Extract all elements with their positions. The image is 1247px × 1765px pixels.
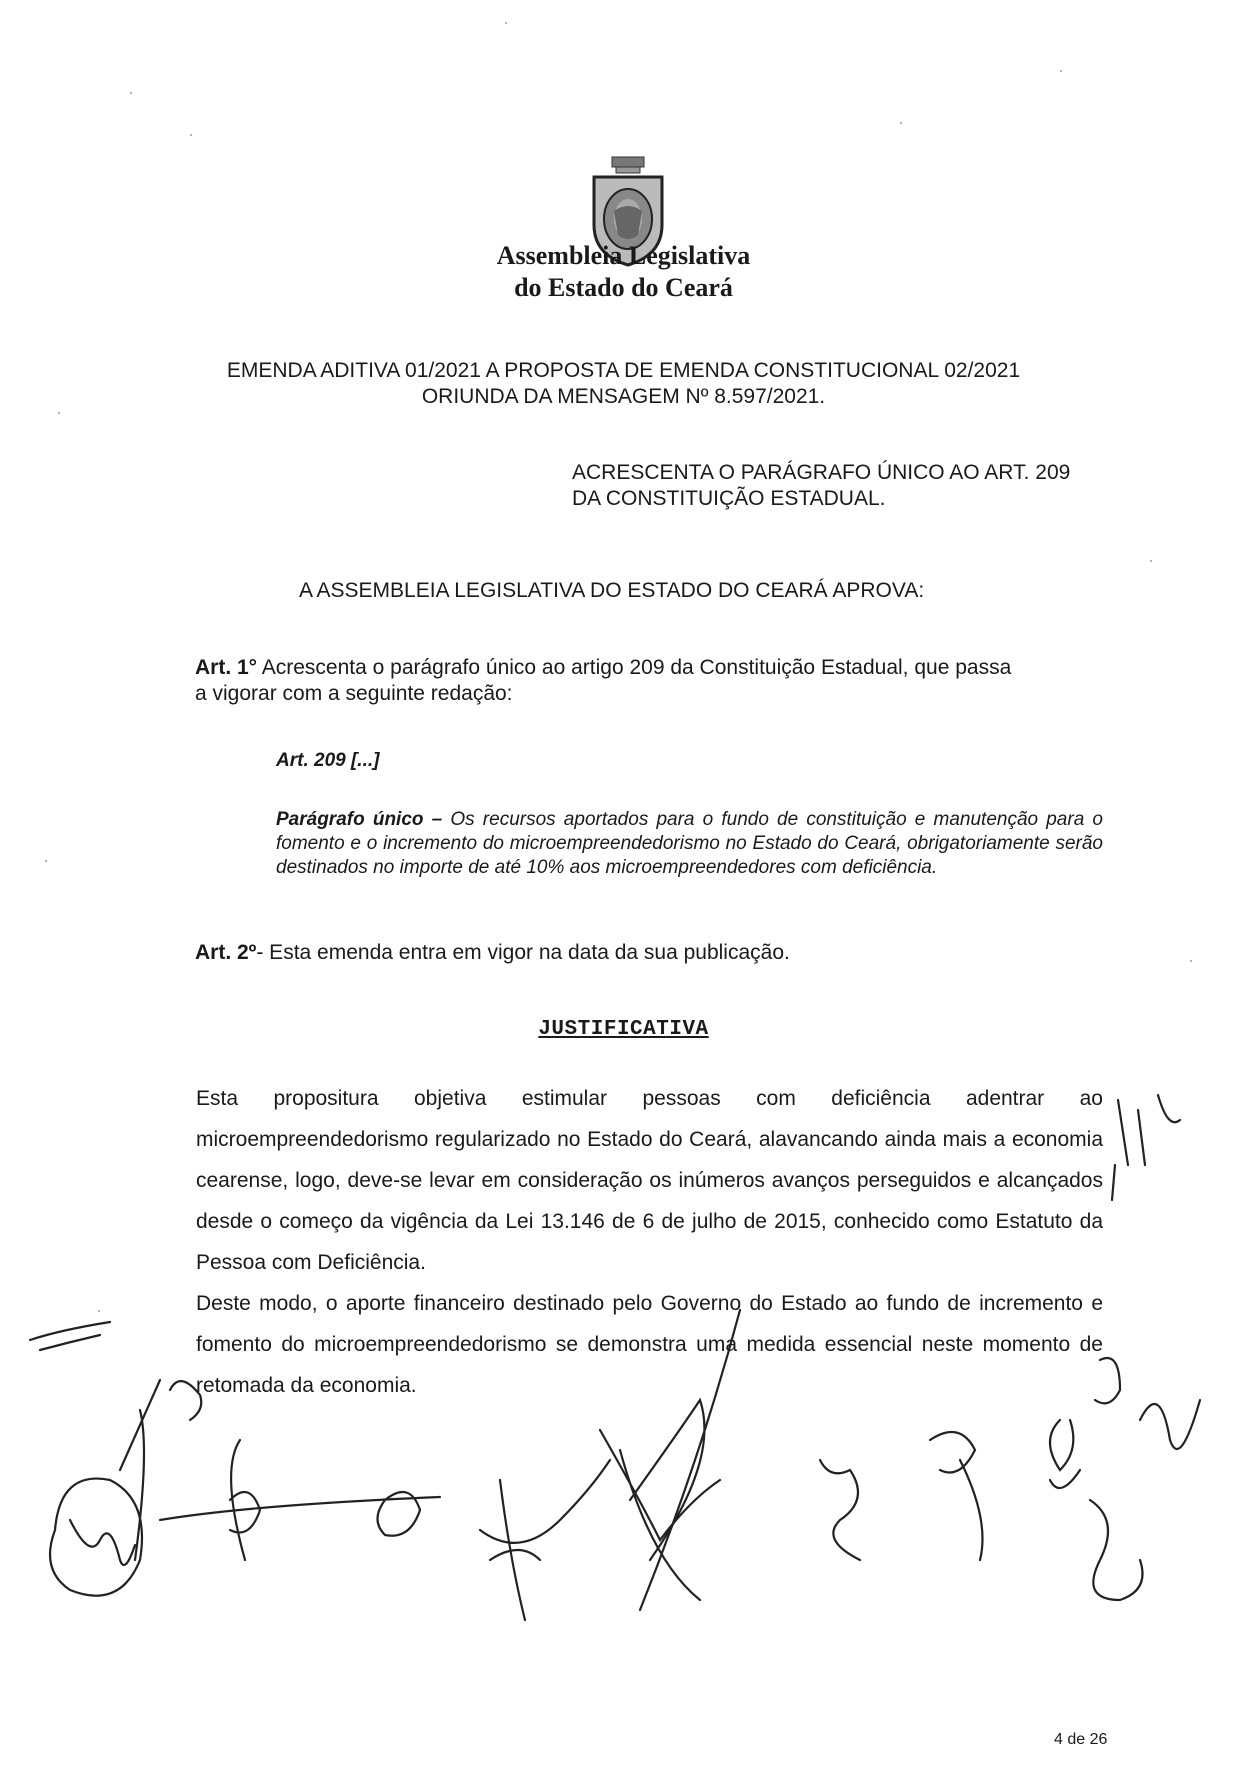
institution-name-line1: Assembleia Legislativa: [496, 241, 751, 270]
article-2-text: - Esta emenda entra em vigor na data da sua publicação.: [256, 941, 790, 964]
article-1-label: Art. 1°: [195, 656, 258, 679]
article-1-text-line2: a vigorar com a seguinte redação:: [195, 682, 513, 705]
quoted-paragraph-text: Os recursos aportados para o fundo de constituição e manutenção para o fomento e o incremento do microempreendedorismo no Estado do Ceará, obrigatoriamente serão destinados no importe de até 10% aos microempreendedores com deficiência.: [276, 809, 1103, 878]
justification-paragraph-2: Deste modo, o aporte financeiro destinado pelo Governo do Estado ao fundo de incremento e fomento do microempreendedorismo se demonstra uma medida essencial neste momento de retomada da economia.: [196, 1292, 1103, 1397]
justification-heading: JUSTIFICATIVA: [538, 1018, 709, 1041]
justification-paragraph-1: Esta propositura objetiva estimular pessoas com deficiência adentrar ao microempreendedorismo regularizado no Estado do Ceará, alavancando ainda mais a economia cearense, logo, deve-se levar em consideração os inúmeros avanços perseguidos e alcançados desde o começo da vigência da Lei 13.146 de 6 de julho de 2015, conhecido como Estatuto da Pessoa com Deficiência.: [196, 1087, 1103, 1274]
institution-name-line2: do Estado do Ceará: [514, 273, 733, 302]
ementa-line1: ACRESCENTA O PARÁGRAFO ÚNICO AO ART. 209: [572, 461, 1071, 484]
page-number: 4 de 26: [1054, 1731, 1108, 1748]
ementa-line2: DA CONSTITUIÇÃO ESTADUAL.: [572, 487, 886, 510]
quoted-article-209: Art. 209 [...]: [276, 750, 380, 771]
document-title-line1: EMENDA ADITIVA 01/2021 A PROPOSTA DE EMENDA CONSTITUCIONAL 02/2021: [226, 359, 1021, 382]
article-1-text-line1: Acrescenta o parágrafo único ao artigo 209 da Constituição Estadual, que passa: [257, 656, 1012, 679]
quoted-paragraph-label: Parágrafo único –: [276, 809, 443, 830]
article-2-label: Art. 2º: [195, 941, 257, 964]
approval-statement: A ASSEMBLEIA LEGISLATIVA DO ESTADO DO CEARÁ APROVA:: [299, 579, 925, 602]
document-title-line2: ORIUNDA DA MENSAGEM Nº 8.597/2021.: [421, 385, 826, 408]
